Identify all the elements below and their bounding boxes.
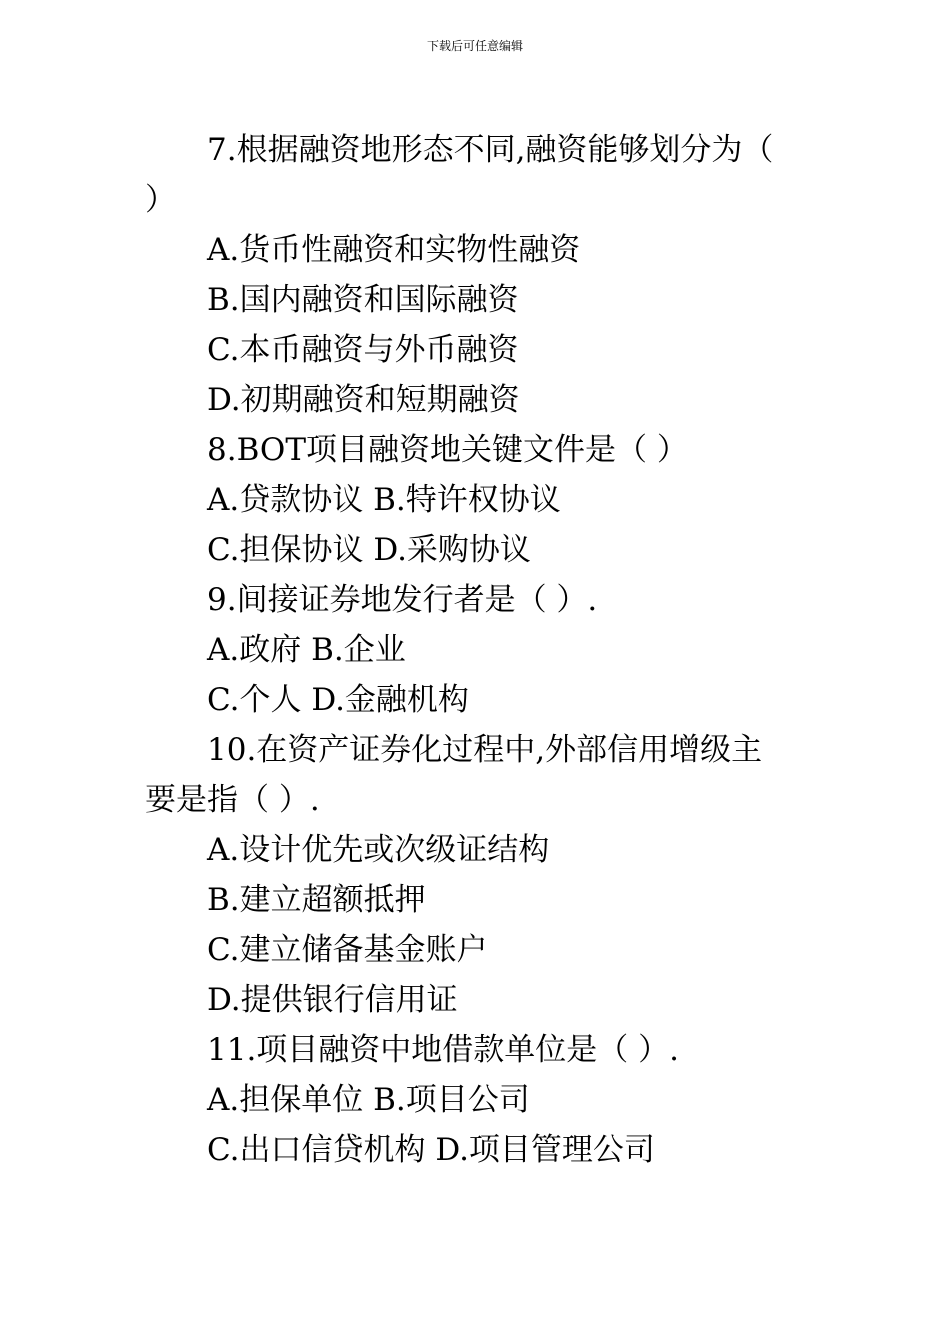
question-8-options-cd: C.担保协议 D.采购协议: [207, 532, 531, 568]
question-10-stem-continued: 要是指（ ）.: [145, 782, 320, 818]
question-10-stem: 10.在资产证券化过程中,外部信用增级主: [207, 732, 763, 768]
question-7-option-c: C.本币融资与外币融资: [207, 332, 519, 368]
question-11-options-ab: A.担保单位 B.项目公司: [207, 1082, 530, 1118]
question-7-stem-continued: ）: [145, 182, 176, 218]
question-7-option-a: A.货币性融资和实物性融资: [207, 232, 581, 268]
question-10-option-b: B.建立超额抵押: [207, 882, 426, 918]
question-10-option-d: D.提供银行信用证: [207, 982, 458, 1018]
question-9-options-ab: A.政府 B.企业: [207, 632, 406, 668]
question-9-stem: 9.间接证券地发行者是（ ）.: [207, 582, 598, 618]
question-11-options-cd: C.出口信贷机构 D.项目管理公司: [207, 1132, 655, 1168]
question-7-option-d: D.初期融资和短期融资: [207, 382, 520, 418]
question-7-option-b: B.国内融资和国际融资: [207, 282, 519, 318]
question-8-stem: 8.BOT项目融资地关键文件是（ ）: [207, 432, 688, 468]
question-8-options-ab: A.贷款协议 B.特许权协议: [207, 482, 561, 518]
question-10-option-a: A.设计优先或次级证结构: [207, 832, 550, 868]
question-9-options-cd: C.个人 D.金融机构: [207, 682, 469, 718]
question-list: [145, 125, 805, 1175]
question-7-stem: 7.根据融资地形态不同,融资能够划分为（: [207, 132, 774, 168]
question-11-stem: 11.项目融资中地借款单位是（ ）.: [207, 1032, 680, 1068]
page-header: 下载后可任意编辑: [426, 39, 523, 53]
question-10-option-c: C.建立储备基金账户: [207, 932, 488, 968]
